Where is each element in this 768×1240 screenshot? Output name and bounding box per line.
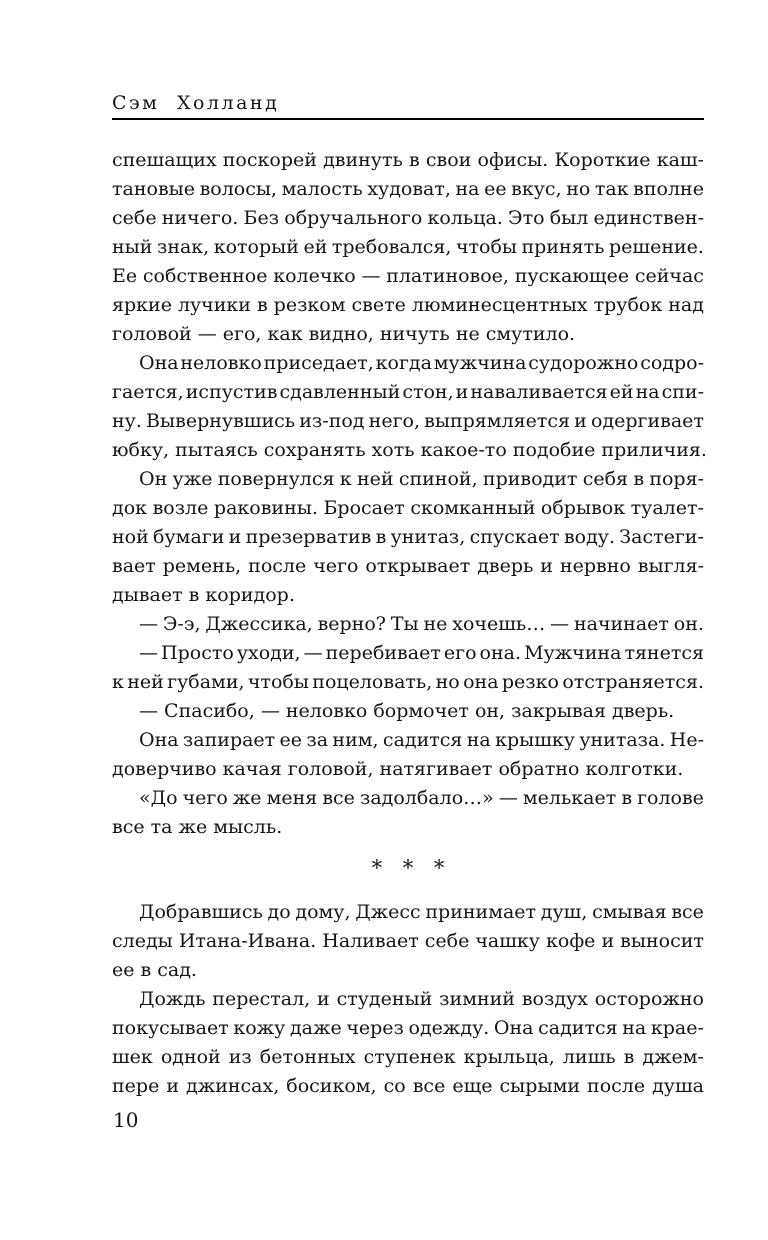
page-number: 10 [113, 1108, 139, 1132]
text-line: яркие лучики в резком свете люминесцентных трубок над [112, 294, 704, 316]
text-line: док возле раковины. Бросает скомканный обрывок туалет- [112, 497, 704, 519]
text-line: — Просто уходи, — перебивает его она. Мужчина тянется [139, 642, 704, 664]
page-body [112, 146, 707, 1101]
text-line: покусывает кожу даже через одежду. Она садится на крае- [112, 1017, 704, 1039]
text-line: все та же мысль. [112, 816, 283, 838]
text-line: — Э-э, Джессика, верно? Ты не хочешь… — начинает он. [139, 613, 704, 635]
text-line: Добравшись до дому, Джесс принимает душ, смывая все [139, 901, 704, 923]
text-line: доверчиво качая головой, натягивает обратно колготки. [112, 758, 684, 780]
text-line: ее в сад. [112, 959, 197, 981]
text-line: следы Итана-Ивана. Наливает себе чашку кофе и выносит [112, 930, 704, 952]
text-line: Она запирает ее за ним, садится на крышку унитаза. Не- [139, 729, 704, 751]
section-separator: * * * [371, 856, 445, 880]
text-line: дывает в коридор. [112, 584, 295, 606]
running-header: Сэм Холланд [112, 92, 280, 114]
text-line: юбку, пытаясь сохранять хоть какое-то подобие приличия. [112, 439, 707, 461]
text-line: вает ремень, после чего открывает дверь и нервно выгля- [112, 555, 704, 577]
text-line: — Спасибо, — неловко бормочет он, закрывая дверь. [139, 700, 675, 722]
text-line: головой — его, как видно, ничуть не смутило. [112, 323, 576, 345]
text-line: «До чего же меня все задолбало…» — мелькает в голове [139, 787, 704, 809]
text-block [112, 146, 707, 842]
text-block [112, 898, 704, 1101]
text-line: Она неловко приседает, когда мужчина судорожно содро- [139, 352, 704, 374]
text-line: ный знак, который ей требовался, чтобы принять решение. [112, 236, 704, 258]
text-line: ну. Вывернувшись из-под него, выпрямляется и одергивает [112, 410, 704, 432]
text-line: Он уже повернулся к ней спиной, приводит себя в поря- [139, 468, 704, 490]
text-line: к ней губами, чтобы поцеловать, но она резко отстраняется. [112, 671, 704, 693]
text-line: пере и джинсах, босиком, со все еще сырыми после душа [112, 1075, 704, 1097]
text-line: Дождь перестал, и студеный зимний воздух осторожно [139, 988, 704, 1010]
text-line: тановые волосы, малость худоват, на ее вкус, но так вполне [112, 178, 704, 200]
text-line: ной бумаги и презерватив в унитаз, спускает воду. Застеги- [112, 526, 704, 548]
page-header [112, 92, 704, 120]
text-line: спешащих поскорей двинуть в свои офисы. Короткие каш- [112, 149, 704, 171]
text-line: гается, испустив сдавленный стон, и наваливается ей на спи- [112, 381, 704, 403]
header-rule [112, 118, 704, 120]
text-line: Ее собственное колечко — платиновое, пускающее сейчас [112, 265, 704, 287]
text-line: себе ничего. Без обручального кольца. Это был единствен- [112, 207, 704, 229]
text-line: шек одной из бетонных ступенек крыльца, лишь в джем- [112, 1046, 704, 1068]
